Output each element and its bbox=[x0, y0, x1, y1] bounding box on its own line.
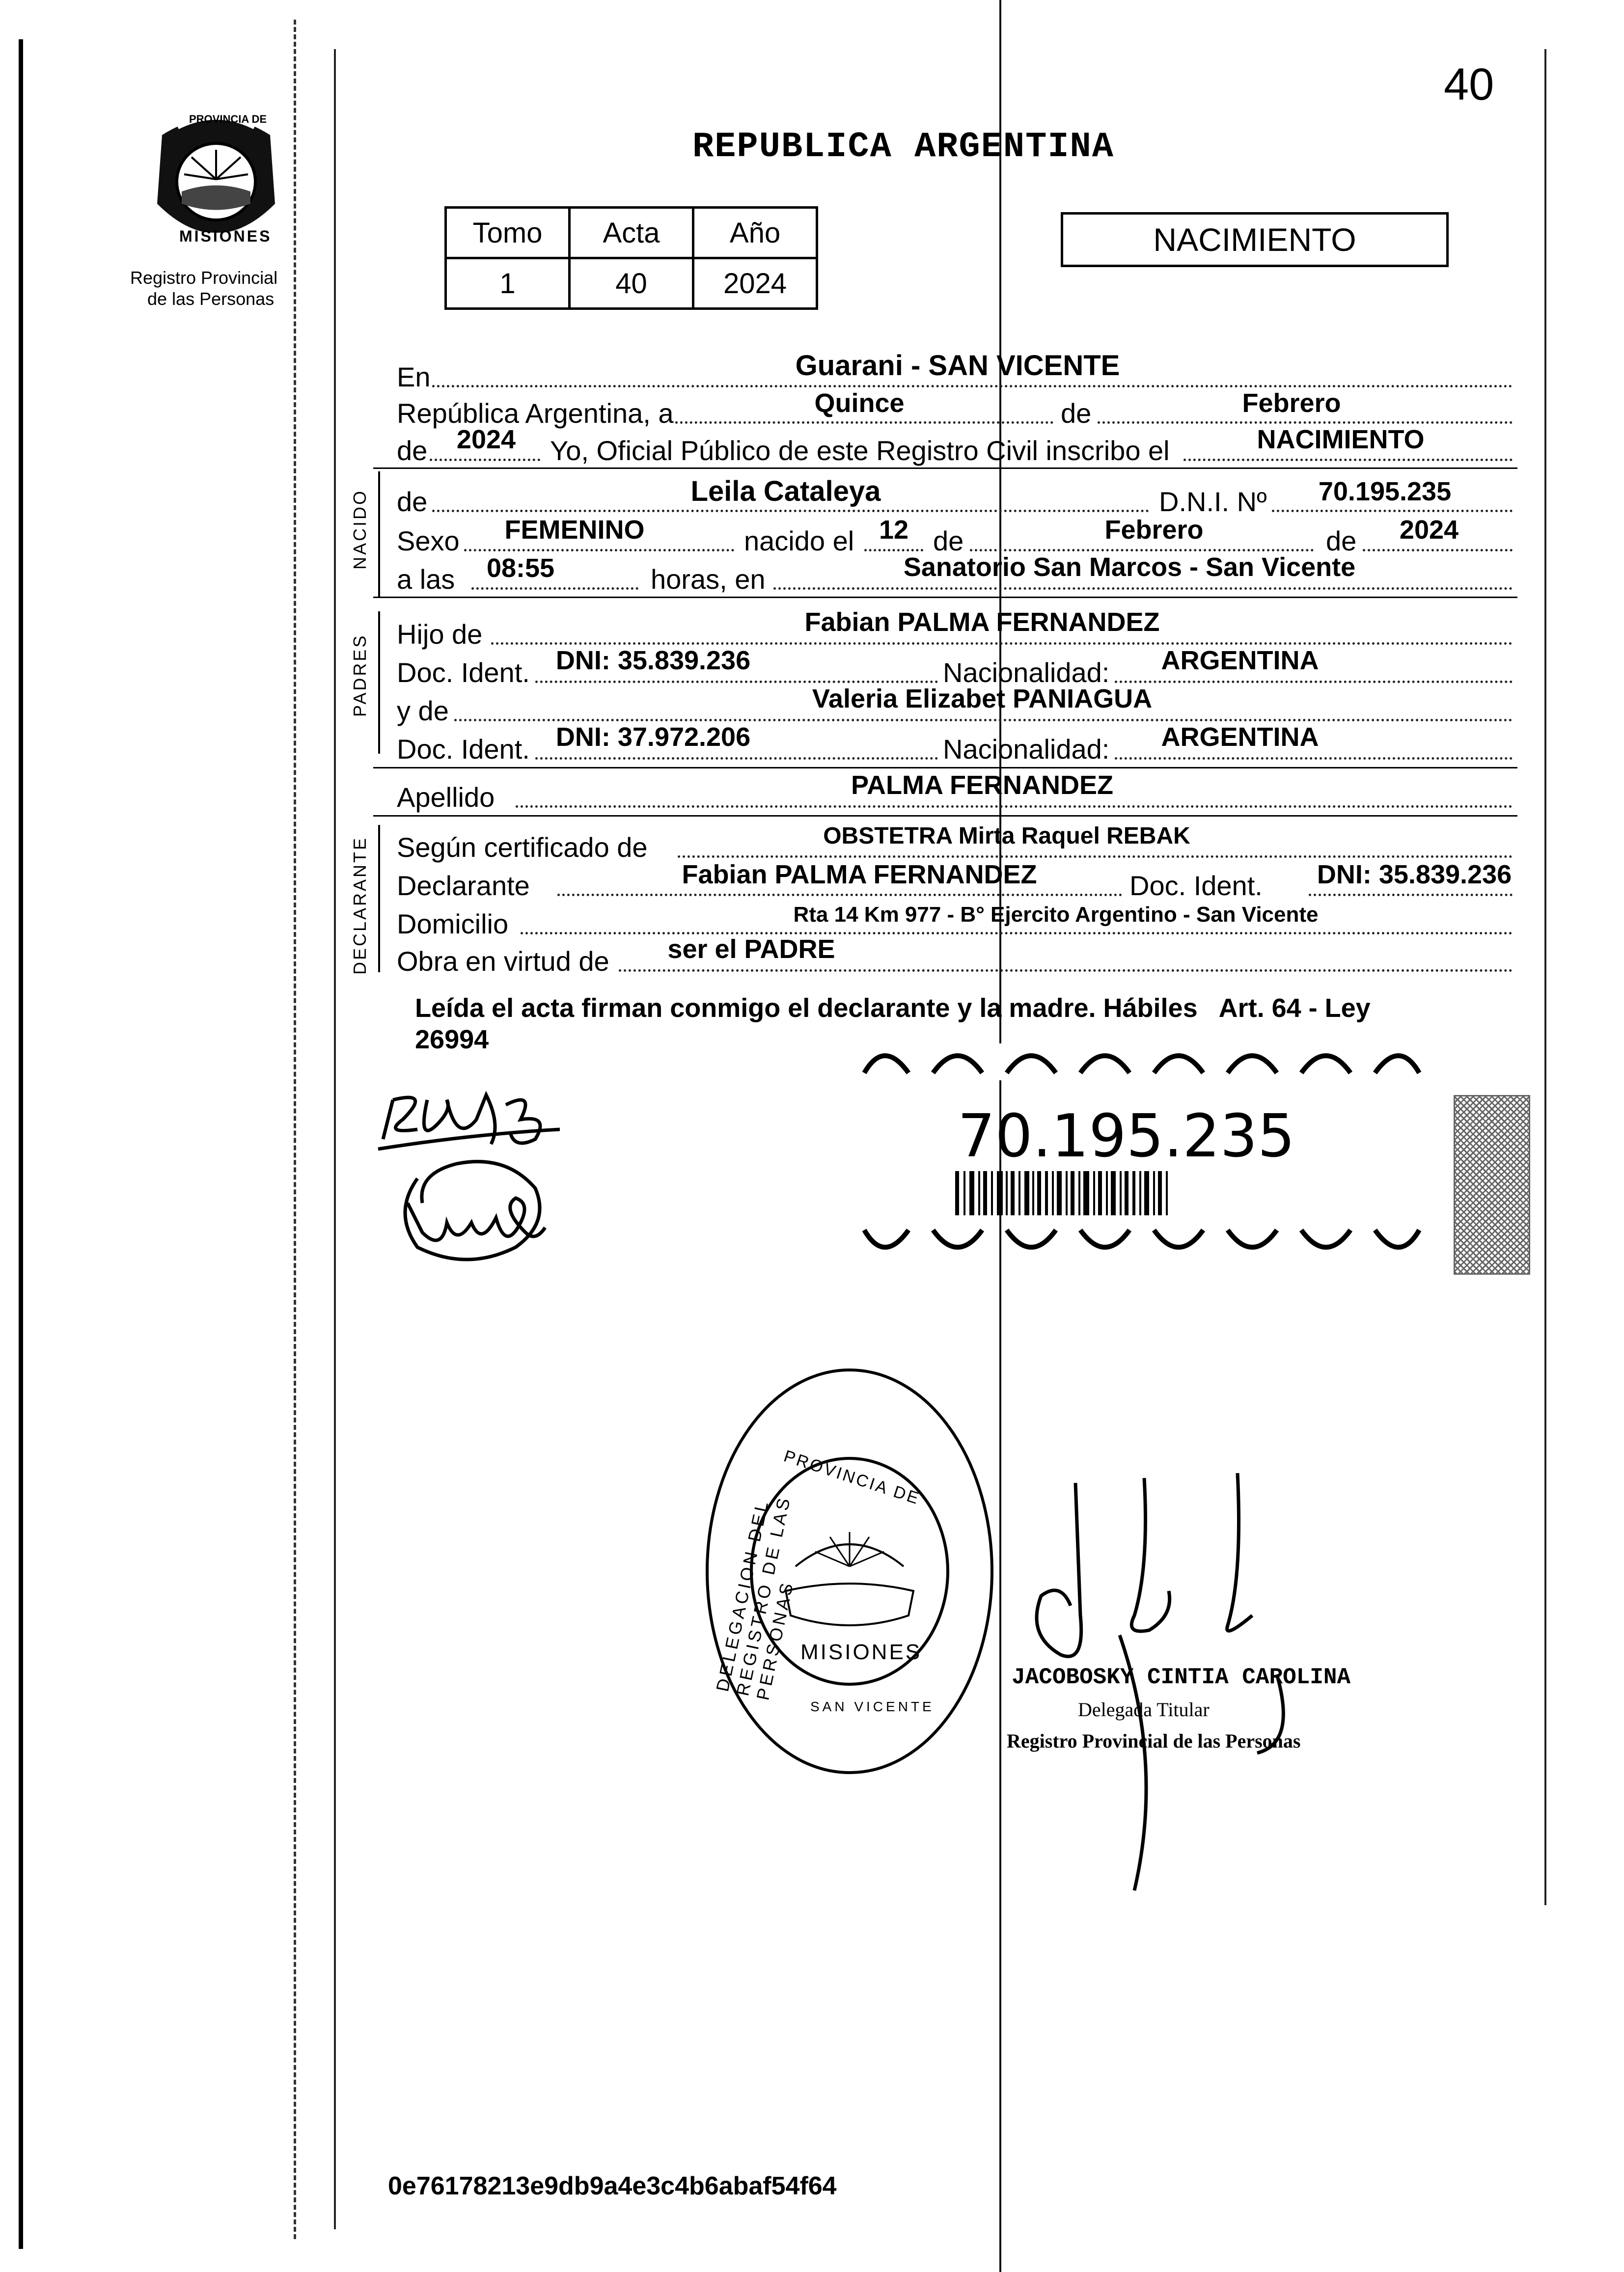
padres-doc-label-2: Doc. Ident. bbox=[397, 734, 530, 765]
logo-arc-bottom: MISIONES bbox=[179, 227, 272, 245]
page-title: REPUBLICA ARGENTINA bbox=[692, 127, 1114, 167]
intro-de-label: de bbox=[1061, 398, 1092, 429]
apellido-value: PALMA FERNANDEZ bbox=[851, 770, 1113, 800]
section-bracket bbox=[378, 611, 380, 754]
dotted-line bbox=[1184, 459, 1513, 461]
nacido-sexo-label: Sexo bbox=[397, 525, 460, 556]
padres-doc-label: Doc. Ident. bbox=[397, 657, 530, 688]
dni-sticker bbox=[854, 1034, 1444, 1279]
logo-arc-top: PROVINCIA DE bbox=[189, 113, 267, 125]
rule bbox=[373, 597, 1517, 598]
dotted-line bbox=[1272, 510, 1513, 512]
nacido-month: Febrero bbox=[1104, 515, 1204, 545]
dotted-line bbox=[535, 757, 938, 760]
nacido-year: 2024 bbox=[1399, 515, 1459, 545]
document-hash: 0e76178213e9db9a4e3c4b6abaf54f64 bbox=[388, 2172, 837, 2200]
seal-inner-bottom: MISIONES bbox=[800, 1640, 922, 1664]
nacido-day: 12 bbox=[879, 515, 909, 545]
padres-father-doc: DNI: 35.839.236 bbox=[555, 646, 751, 675]
intro-en-label: En bbox=[397, 361, 431, 392]
perforation-left bbox=[294, 20, 300, 2239]
nacido-time: 08:55 bbox=[486, 553, 555, 583]
page-number: 40 bbox=[1444, 59, 1494, 109]
nacido-de-label: de bbox=[397, 486, 428, 517]
official-role: Delegada Titular bbox=[1078, 1698, 1210, 1721]
apellido-label: Apellido bbox=[397, 782, 495, 813]
dotted-line bbox=[1098, 421, 1513, 424]
anio-value: 2024 bbox=[693, 258, 817, 309]
declarante-decl: Fabian PALMA FERNANDEZ bbox=[682, 860, 1037, 889]
acta-header: Acta bbox=[570, 208, 693, 258]
dotted-line bbox=[535, 681, 938, 683]
nacido-place: Sanatorio San Marcos - San Vicente bbox=[903, 552, 1356, 582]
margin-line-right bbox=[1544, 49, 1546, 1905]
seal-inner-top: PROVINCIA DE bbox=[781, 1447, 923, 1508]
dotted-line bbox=[1363, 549, 1513, 551]
dotted-line bbox=[619, 969, 1513, 972]
dotted-line bbox=[864, 549, 923, 551]
dotted-line bbox=[675, 421, 1053, 424]
declarante-doc: DNI: 35.839.236 bbox=[1317, 860, 1512, 889]
logo-caption-1: Registro Provincial bbox=[130, 268, 278, 288]
nacido-de-label-3: de bbox=[1326, 525, 1357, 556]
padres-y-label: y de bbox=[397, 695, 449, 726]
padres-mother-doc: DNI: 37.972.206 bbox=[555, 722, 751, 752]
declarante-domicilio: Rta 14 Km 977 - B° Ejercito Argentino - San Vicente bbox=[793, 903, 1319, 927]
dotted-line bbox=[970, 549, 1314, 551]
intro-republic-label: República Argentina, a bbox=[397, 398, 674, 429]
registry-table bbox=[444, 206, 818, 310]
nacido-label: NACIDO bbox=[350, 489, 370, 570]
tomo-value: 1 bbox=[446, 258, 570, 309]
intro-day: Quince bbox=[814, 388, 905, 418]
dotted-line bbox=[471, 587, 638, 590]
dotted-line bbox=[773, 587, 1513, 590]
seal-bottom: SAN VICENTE bbox=[810, 1699, 935, 1714]
padres-label: PADRES bbox=[350, 633, 370, 717]
seal-outer-text: DELEGACION DEL REGISTRO DE LAS PERSONAS bbox=[712, 1493, 798, 1702]
declarante-decl-label: Declarante bbox=[397, 870, 530, 901]
sticker-number: 70.195.235 bbox=[958, 1102, 1295, 1171]
province-logo bbox=[142, 106, 290, 253]
dotted-line bbox=[432, 510, 1149, 512]
official-office: Registro Provincial de las Personas bbox=[1007, 1730, 1301, 1752]
record-type-box bbox=[1061, 212, 1449, 267]
dotted-line bbox=[1115, 757, 1513, 760]
declarante-cert: OBSTETRA Mirta Raquel REBAK bbox=[823, 823, 1190, 849]
declarante-label: DECLARANTE bbox=[350, 836, 370, 975]
padres-father: Fabian PALMA FERNANDEZ bbox=[804, 607, 1160, 637]
rule bbox=[373, 767, 1517, 768]
dotted-line bbox=[491, 642, 1513, 645]
padres-nat-label-2: Nacionalidad: bbox=[943, 734, 1110, 765]
nacido-de-label-2: de bbox=[933, 525, 964, 556]
declarante-obra: ser el PADRE bbox=[667, 934, 835, 964]
dotted-line bbox=[1309, 894, 1513, 896]
rule bbox=[373, 467, 1517, 469]
acta-value: 40 bbox=[570, 258, 693, 309]
declarante-doc-label: Doc. Ident. bbox=[1129, 870, 1263, 901]
intro-official-text: Yo, Oficial Público de este Registro Civil inscribo el bbox=[550, 435, 1170, 466]
intro-act: NACIMIENTO bbox=[1257, 425, 1425, 454]
dotted-line bbox=[678, 855, 1513, 858]
intro-de-label-2: de bbox=[397, 435, 428, 466]
security-pattern bbox=[1454, 1095, 1530, 1275]
closing-line-1: Leída el acta firman conmigo el declarante y la madre. Hábiles Art. 64 - Ley bbox=[415, 993, 1371, 1023]
declarante-dom-label: Domicilio bbox=[397, 908, 509, 939]
padres-hijo-label: Hijo de bbox=[397, 619, 483, 650]
logo-caption-2: de las Personas bbox=[147, 289, 275, 309]
declarante-cert-label: Según certificado de bbox=[397, 832, 648, 863]
nacido-place-label: horas, en bbox=[651, 564, 766, 595]
official-name: JACOBOSKY CINTIA CAROLINA bbox=[1012, 1665, 1351, 1690]
nacido-name: Leila Cataleya bbox=[690, 475, 881, 507]
padres-mother: Valeria Elizabet PANIAGUA bbox=[812, 684, 1153, 713]
binding-edge-line bbox=[19, 39, 23, 2249]
dotted-line bbox=[557, 894, 1122, 896]
declarante-obra-label: Obra en virtud de bbox=[397, 946, 609, 977]
padres-father-nat: ARGENTINA bbox=[1161, 646, 1319, 675]
nacido-dni-label: D.N.I. Nº bbox=[1159, 486, 1267, 517]
padres-mother-nat: ARGENTINA bbox=[1161, 722, 1319, 752]
section-bracket bbox=[378, 471, 380, 597]
record-type: NACIMIENTO bbox=[1153, 221, 1356, 258]
dotted-line bbox=[430, 459, 540, 461]
mother-signature bbox=[388, 1149, 555, 1279]
margin-line-left bbox=[334, 49, 336, 2229]
dotted-line bbox=[516, 805, 1513, 808]
intro-place: Guarani - SAN VICENTE bbox=[795, 350, 1120, 382]
section-bracket bbox=[378, 825, 380, 972]
anio-header: Año bbox=[693, 208, 817, 258]
dotted-line bbox=[1115, 681, 1513, 683]
rule bbox=[373, 815, 1517, 817]
intro-year: 2024 bbox=[456, 425, 516, 454]
tomo-header: Tomo bbox=[446, 208, 570, 258]
nacido-born-label: nacido el bbox=[744, 525, 854, 556]
official-seal bbox=[697, 1360, 1002, 1782]
closing-line-2: 26994 bbox=[415, 1025, 489, 1054]
dotted-line bbox=[432, 385, 1513, 387]
nacido-dni: 70.195.235 bbox=[1318, 477, 1452, 506]
intro-month: Febrero bbox=[1242, 388, 1341, 418]
nacido-time-label: a las bbox=[397, 564, 455, 595]
padres-nat-label: Nacionalidad: bbox=[943, 657, 1110, 688]
dotted-line bbox=[454, 719, 1513, 721]
dotted-line bbox=[464, 549, 734, 551]
nacido-sexo: FEMENINO bbox=[504, 515, 645, 545]
